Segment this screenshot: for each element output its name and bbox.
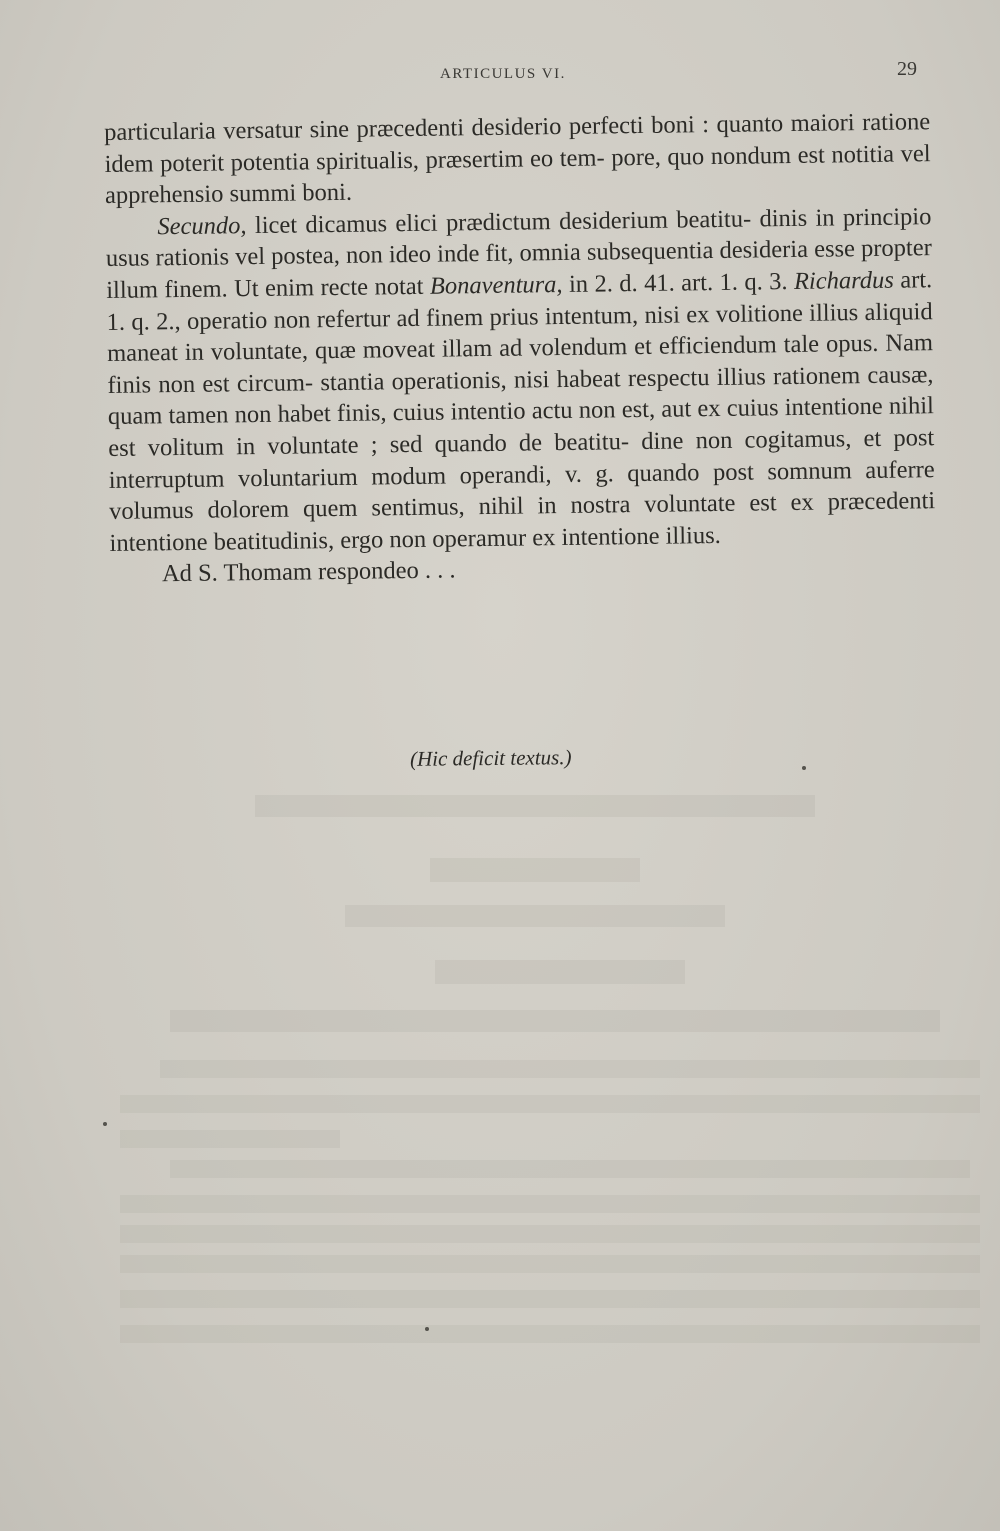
text-line: maiori ratione idem poterit potentia spiritualis, præsertim eo tem- bbox=[104, 108, 931, 178]
paragraph-1 bbox=[104, 106, 931, 212]
page-number: 29 bbox=[897, 58, 917, 80]
running-head: ARTICULUS VI. bbox=[440, 66, 566, 82]
paragraph-2-text-b: in 2. d. 41. art. 1. q. 3. bbox=[562, 267, 795, 298]
ink-speck bbox=[425, 1327, 429, 1331]
ink-speck bbox=[802, 766, 806, 770]
main-text bbox=[104, 106, 936, 591]
author-richardus: Richardus bbox=[793, 266, 894, 295]
author-bonaventura: Bonaventura, bbox=[429, 270, 563, 300]
paragraph-2-text-a: licet dicamus elici prædictum desiderium beatitu- dinis in principio usus rationis vel postea, non ideo inde fit, omnia subsequentia desideria esse propter illum finem. Ut enim recte notat bbox=[105, 202, 932, 304]
emphasis-secundo: Secundo, bbox=[157, 211, 247, 241]
ink-speck bbox=[103, 1122, 107, 1126]
lacuna-note: (Hic deficit textus.) bbox=[409, 745, 572, 771]
text-line: pore, quo nondum est notitia vel apprehensio summi boni. bbox=[104, 139, 931, 210]
paragraph-2 bbox=[105, 201, 935, 559]
paragraph-3: Ad S. Thomam respondeo . . . bbox=[161, 556, 456, 588]
text-line: particularia versatur sine præcedenti desiderio perfecti boni : quanto bbox=[104, 110, 784, 146]
paragraph-2-text-c: art. 1. q. 2., operatio non refertur ad finem prius intentum, nisi ex volitione illius aliquid maneat in voluntate, quæ moveat illam ad volendum et efficiendum tale opus. Nam finis non est circum- stantia operationis, nisi habeat respectu illius rationem causæ, quam tamen non habet finis, cuius intentio actu non est, aut ex cuius intentione nihil est volitum in voluntate ; sed quando de beatitu- dine non cogitamus, et post interruptum voluntarium modum operandi, v. g. quando post somnum auferre volumus dolorem quem sentimus, nihil in nostra voluntate est ex præcedenti intentione beatitudinis, ergo non operamur ex intentione illius. bbox=[106, 266, 936, 557]
